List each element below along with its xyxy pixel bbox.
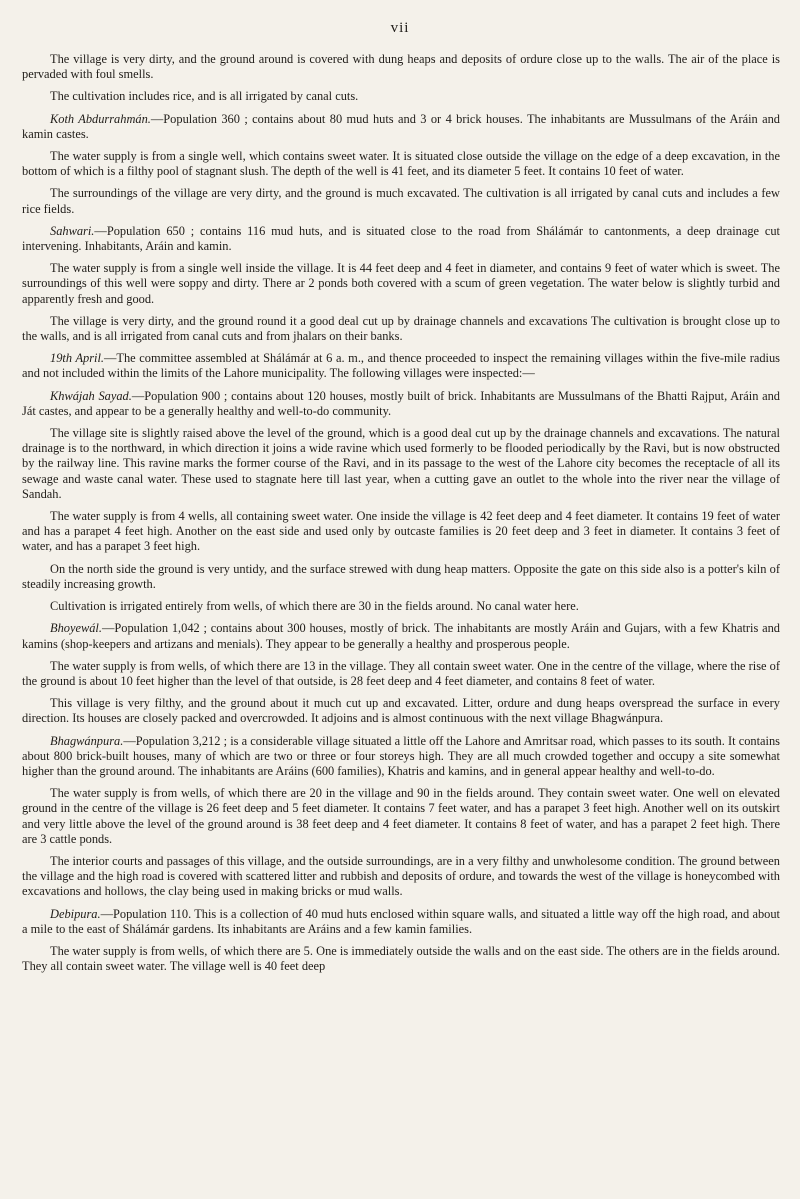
paragraph-text: —The committee assembled at Shálámár at 6 a. m., and thence proceeded to inspect the remaining villages within the five-mile radius and not included within the limits of the Lahore municipality. The following villages were inspected:— [22, 351, 780, 381]
paragraph-heading: Bhagwánpura. [50, 733, 124, 748]
paragraph: The interior courts and passages of this village, and the outside surroundings, are in a very filthy and unwholesome condition. The ground between the village and the high road is covered with scattered litter and rubbish and deposits of ordure, and towards the west of the village is honeycombed with excavations and hollows, the clay being used in making bricks or mud walls. [22, 853, 780, 899]
paragraph [22, 224, 780, 254]
paragraph: The village is very dirty, and the ground round it a good deal cut up by drainage channels and excavations The cultivation is brought close up to the walls, and is all irrigated from canal cuts and from jhalars on their banks. [22, 313, 780, 344]
paragraph: The cultivation includes rice, and is all irrigated by canal cuts. [50, 89, 359, 104]
paragraph: The water supply is from wells, of which there are 5. One is immediately outside the walls and on the east side. The others are in the fields around. They all contain sweet water. The village well is 40 feet deep [22, 943, 780, 974]
paragraph-text: —Population 3,212 ; is a considerable village situated a little off the Lahore and Amritsar road, which passes to its south. It contains about 800 brick-built houses, many of which are two or three or four storeys high. They are all much crowded together and occupy a site somewhat higher than the ground around. The inhabitants are Aráins (600 families), Khatris and kamins, and in general appear healthy and well-to-do. [22, 733, 780, 778]
paragraph [22, 351, 780, 381]
paragraph-text: —Population 110. This is a collection of 40 mud huts enclosed within square walls, and situated a little way off the high road, and about a mile to the east of Shálámár gardens. Its inhabitants are Aráins and a few kamin families. [22, 906, 780, 936]
paragraph: On the north side the ground is very untidy, and the surface strewed with dung heap matters. Opposite the gate on this side also is a potter's kiln of steadily increasing growth. [22, 561, 780, 591]
paragraph: The water supply is from a single well inside the village. It is 44 feet deep and 4 feet in diameter, and contains 9 feet of water which is sweet. The surroundings of this well were soppy and dirty. There ar 2 ponds both covered with a scum of green vegetation. The water below is slightly turbid and apparently fresh and good. [22, 261, 780, 306]
paragraph [22, 734, 780, 780]
paragraph-heading: Koth Abdurrahmán. [50, 111, 151, 126]
paragraph-heading: Debipura. [50, 906, 101, 921]
paragraph: The water supply is from a single well, which contains sweet water. It is situated close outside the village on the edge of a deep excavation, in the bottom of which is a filthy pool of stagnant slush. The depth of the well is 41 feet, and its diameter 5 feet. It contains 10 feet of water. [22, 149, 780, 179]
paragraph: This village is very filthy, and the ground about it much cut up and excavated. Litter, ordure and dung heaps overspread the surface in every direction. Its houses are closely packed and overcrowded. It adjoins and is almost continuous with the next village Bhagwánpura. [22, 696, 780, 726]
paragraph-text: —Population 900 ; contains about 120 houses, mostly built of brick. Inhabitants are Mussulmans of the Bhatti Rajput, Aráin and Ját castes, and appear to be a generally healthy and well-to-do community. [22, 388, 780, 418]
paragraph: Cultivation is irrigated entirely from wells, of which there are 30 in the fields around. No canal water here. [50, 599, 579, 614]
paragraph-text: —Population 360 ; contains about 80 mud huts and 3 or 4 brick houses. The inhabitants are Mussulmans of the Aráin and kamin castes. [22, 111, 780, 141]
paragraph: The surroundings of the village are very dirty, and the ground is much excavated. The cultivation is all irrigated by canal cuts and includes a few rice fields. [22, 186, 780, 216]
body-text [22, 52, 780, 974]
page-number: vii [390, 20, 410, 36]
paragraph: The village site is slightly raised above the level of the ground, which is a good deal cut up by the drainage channels and excavations. The natural drainage is to the northward, in which direction it joins a wide ravine which used formerly to be flooded periodically by the Ravi, but is now obstructed by the railway line. This ravine marks the former course of the Ravi, and in its passage to the west of the Lahore city becomes the receptacle of all its sewage and waste canal water. These used to stagnate here till last year, when a cutting gave an outlet to the whole into the river near the village of Sandah. [22, 426, 780, 501]
paragraph [22, 621, 780, 651]
paragraph-heading: Bhoyewál. [50, 621, 102, 636]
paragraph-text: —Population 1,042 ; contains about 300 houses, mostly of brick. The inhabitants are mostly Aráin and Gujars, with a few Khatris and kamins (shop-keepers and artizans and menials). They appear to be generally a healthy and prosperous people. [22, 621, 780, 651]
paragraph: The water supply is from 4 wells, all containing sweet water. One inside the village is 42 feet deep and 4 feet diameter. It contains 19 feet of water and has a parapet 4 feet high. Another on the east side and used only by outcaste families is 20 feet deep and 3 feet in diameter. It contains 3 feet of water, and has a parapet 3 feet high. [22, 509, 780, 554]
paragraph: The water supply is from wells, of which there are 20 in the village and 90 in the fields around. They contain sweet water. One well on elevated ground in the centre of the village is 26 feet deep and 5 feet diameter. It contains 7 feet water, and has a parapet 3 feet high. Another well on its outskirt and very little above the level of the ground around is 38 feet deep and 4 feet diameter. It contains 8 feet of water, and has a parapet 2 feet high. There are 3 cattle ponds. [22, 786, 780, 846]
paragraph [22, 907, 780, 937]
paragraph: The water supply is from wells, of which there are 13 in the village. They all contain sweet water. One in the centre of the village, where the rise of the ground is about 10 feet higher than the level of that outside, is 28 feet deep and 4 feet diameter, and contains 8 feet of water. [22, 658, 780, 688]
paragraph: The village is very dirty, and the ground around is covered with dung heaps and deposits of ordure close up to the walls. The air of the place is pervaded with foul smells. [22, 52, 780, 82]
paragraph-heading: Sahwari. [50, 223, 95, 238]
paragraph-heading: Khwájah Sayad. [50, 388, 132, 403]
paragraph-heading: 19th April. [50, 351, 105, 366]
paragraph-text: —Population 650 ; contains 116 mud huts, and is situated close to the road from Shálámár to cantonments, a deep drainage cut intervening. Inhabitants, Aráin and kamin. [22, 223, 780, 254]
paragraph [22, 112, 780, 142]
paragraph [22, 389, 780, 419]
